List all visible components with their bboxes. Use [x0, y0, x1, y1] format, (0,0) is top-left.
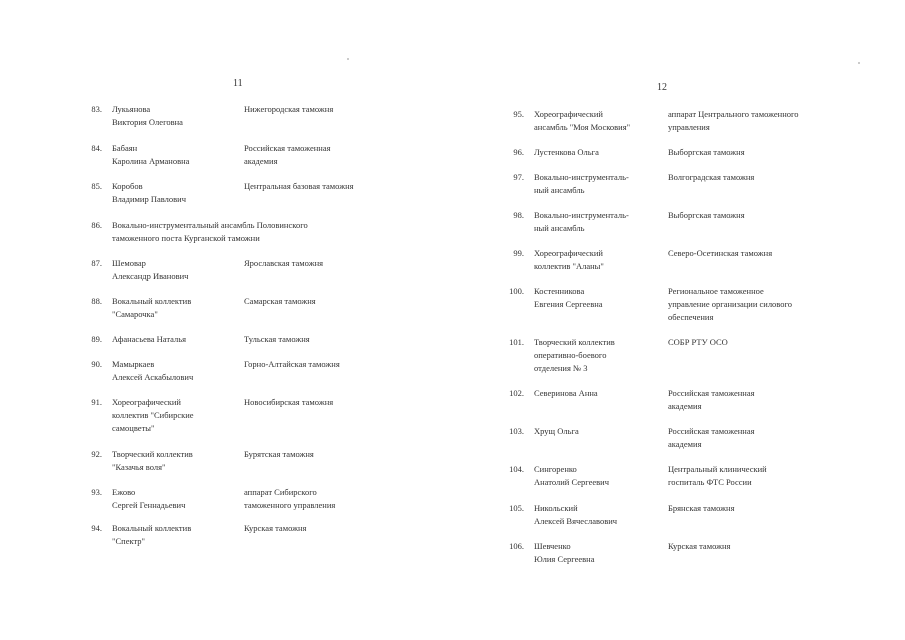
- right-page: [452, 0, 905, 640]
- entry-number: 105.: [509, 503, 524, 513]
- entry-name: Шемовар Александр Иванович: [112, 258, 189, 281]
- entry-name: Вокальный коллектив "Самарочка": [112, 296, 192, 319]
- entry-organization: Волгоградская таможня: [668, 172, 755, 182]
- entry-name: Хореографический коллектив "Аланы": [534, 248, 604, 271]
- entry-number: 104.: [509, 464, 524, 474]
- entry-organization: Российская таможенная академия: [244, 143, 331, 166]
- entry-organization: Центральная базовая таможня: [244, 181, 354, 191]
- entry-name: Вокально-инструментальный ансамбль Половинского таможенного поста Курганской таможни: [112, 220, 308, 243]
- entry-organization: Российская таможенная академия: [668, 426, 755, 449]
- entry-number: 95.: [513, 109, 524, 119]
- entry-name: Мамыркаев Алексей Аскабылович: [112, 359, 194, 382]
- entry-number: 92.: [91, 449, 102, 459]
- entry-organization: Тульская таможня: [244, 334, 310, 344]
- entry-name: Шевченко Юлия Сергеевна: [534, 541, 595, 564]
- entry-name: Ежово Сергей Геннадьевич: [112, 487, 186, 510]
- entry-number: 87.: [91, 258, 102, 268]
- entry-name: Бабаян Каролина Армановна: [112, 143, 190, 166]
- entry-name: Хореографический коллектив "Сибирские самоцветы": [112, 397, 194, 433]
- entry-number: 85.: [91, 181, 102, 191]
- entry-organization: Российская таможенная академия: [668, 388, 755, 411]
- entry-number: 106.: [509, 541, 524, 551]
- entry-name: Костенникова Евгения Сергеевна: [534, 286, 603, 309]
- entry-number: 97.: [513, 172, 524, 182]
- entry-organization: СОБР РТУ ОСО: [668, 337, 728, 347]
- scan-speck: [858, 62, 860, 64]
- entry-name: Сингоренко Анатолий Сергеевич: [534, 464, 609, 487]
- entry-number: 84.: [91, 143, 102, 153]
- entry-name: Хореографический ансамбль "Моя Московия": [534, 109, 631, 132]
- entry-organization: Центральный клинический госпиталь ФТС России: [668, 464, 767, 487]
- entry-organization: Выборгская таможня: [668, 147, 745, 157]
- entry-number: 83.: [91, 104, 102, 114]
- page-number: 12: [657, 82, 667, 93]
- entry-number: 94.: [91, 523, 102, 533]
- entry-number: 100.: [509, 286, 524, 296]
- entry-organization: Региональное таможенное управление организации силового обеспечения: [668, 286, 793, 322]
- entry-number: 89.: [91, 334, 102, 344]
- entry-name: Творческий коллектив "Казачья воля": [112, 449, 193, 472]
- entry-organization: Северо-Осетинская таможня: [668, 248, 773, 258]
- entry-name: Вокально-инструменталь- ный ансамбль: [534, 172, 629, 195]
- entry-organization: Курская таможня: [668, 541, 731, 551]
- entry-name: Лукьянова Виктория Олеговна: [112, 104, 183, 127]
- entry-name: Вокально-инструменталь- ный ансамбль: [534, 210, 629, 233]
- entry-number: 103.: [509, 426, 524, 436]
- entry-organization: Бурятская таможня: [244, 449, 314, 459]
- entry-name: Лустенкова Ольга: [534, 147, 599, 157]
- entry-organization: Нижегородская таможня: [244, 104, 334, 114]
- entry-organization: Курская таможня: [244, 523, 307, 533]
- entry-number: 101.: [509, 337, 524, 347]
- entry-name: Творческий коллектив оперативно-боевого отделения № 3: [534, 337, 615, 373]
- entry-name: Коробов Владимир Павлович: [112, 181, 187, 204]
- entry-organization: Горно-Алтайская таможня: [244, 359, 340, 369]
- entry-organization: Новосибирская таможня: [244, 397, 334, 407]
- scan-speck: [347, 58, 349, 60]
- entry-number: 98.: [513, 210, 524, 220]
- entry-organization: аппарат Сибирского таможенного управления: [244, 487, 336, 510]
- entry-name: Вокальный коллектив "Спектр": [112, 523, 192, 546]
- entry-number: 90.: [91, 359, 102, 369]
- entry-organization: Ярославская таможня: [244, 258, 324, 268]
- entry-name: Хрущ Ольга: [534, 426, 579, 436]
- entry-number: 99.: [513, 248, 524, 258]
- entry-number: 96.: [513, 147, 524, 157]
- entry-organization: Выборгская таможня: [668, 210, 745, 220]
- entry-organization: Самарская таможня: [244, 296, 316, 306]
- entry-number: 91.: [91, 397, 102, 407]
- entry-name: Северинова Анна: [534, 388, 598, 398]
- entry-number: 102.: [509, 388, 524, 398]
- entry-number: 93.: [91, 487, 102, 497]
- entry-number: 88.: [91, 296, 102, 306]
- entry-name: Никольский Алексей Вячеславович: [534, 503, 618, 526]
- entry-organization: Брянская таможня: [668, 503, 735, 513]
- entry-organization: аппарат Центрального таможенного управления: [668, 109, 799, 132]
- left-page: [0, 0, 452, 640]
- entry-name: Афанасьева Наталья: [112, 334, 187, 344]
- page-number: 11: [233, 78, 243, 89]
- entry-number: 86.: [91, 220, 102, 230]
